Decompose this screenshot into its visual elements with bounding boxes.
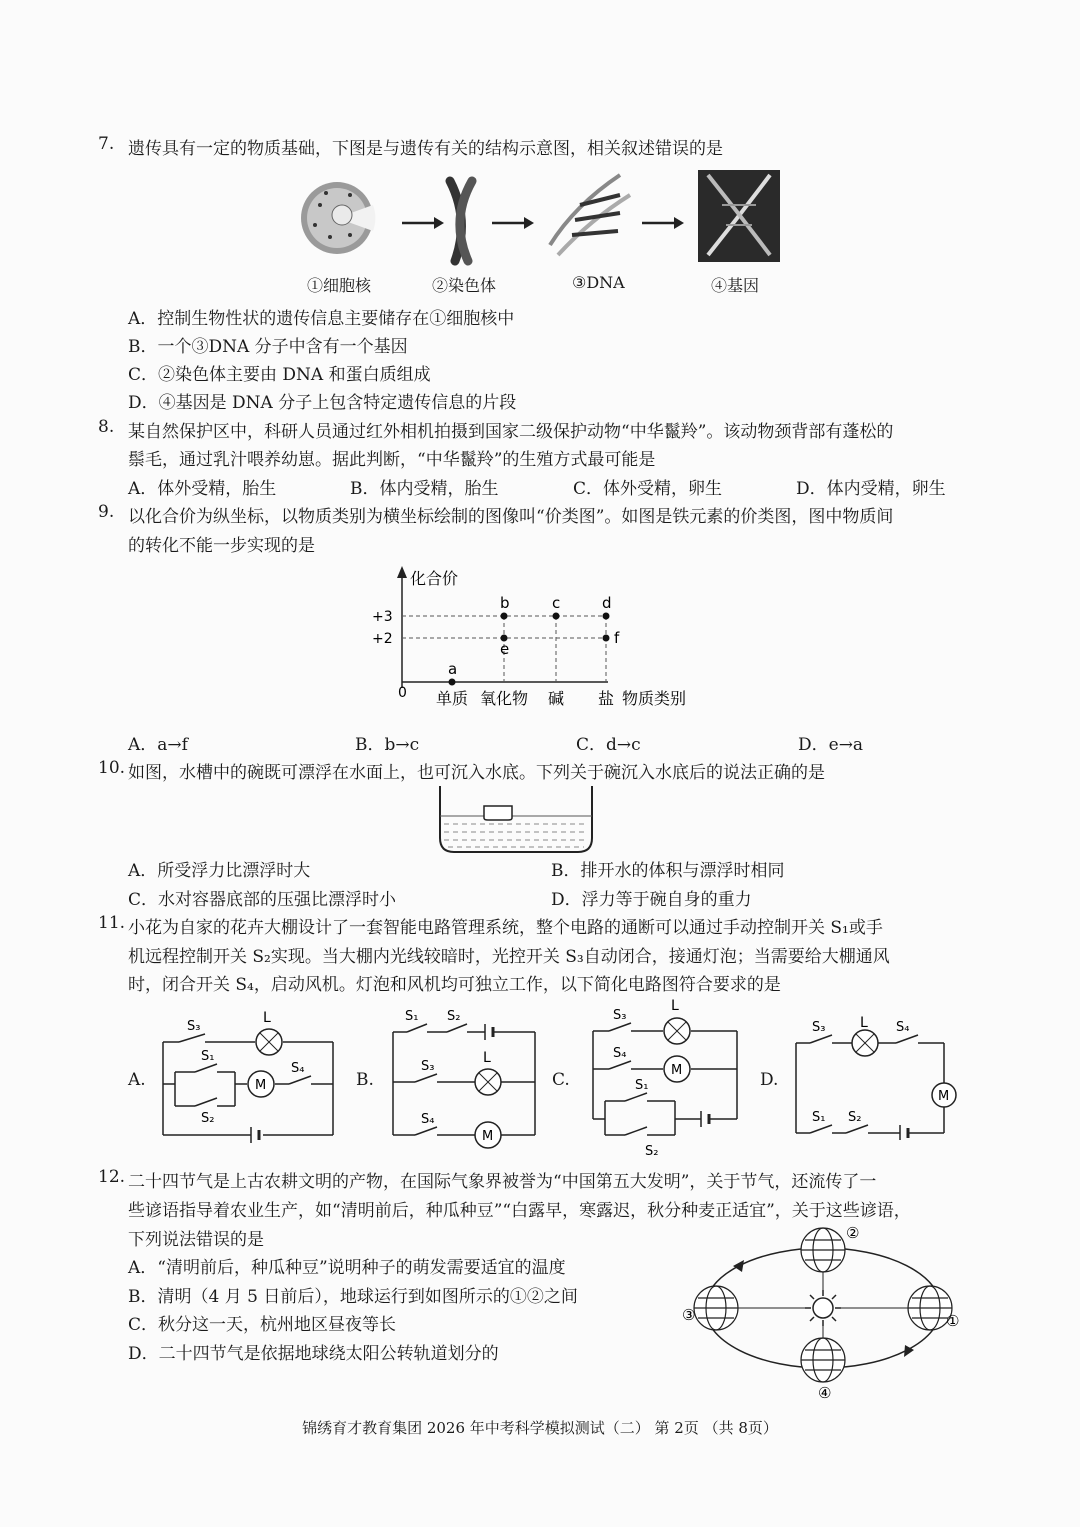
point-f: [603, 635, 610, 642]
q8-option-c: C．体外受精，卵生: [573, 479, 723, 499]
q11-stem-line1: 小花为自家的花卉大棚设计了一套智能电路管理系统，整个电路的通断可以通过手动控制开关 S₁或手: [128, 918, 883, 938]
svg-text:S₃: S₃: [613, 1008, 627, 1023]
q10-option-a: A．所受浮力比漂浮时大: [128, 861, 311, 881]
q9-stem-line2: 的转化不能一步实现的是: [128, 536, 315, 556]
svg-text:M: M: [938, 1089, 950, 1104]
svg-text:S₃: S₃: [812, 1020, 826, 1035]
svg-text:M: M: [671, 1063, 683, 1078]
svg-text:S₄: S₄: [896, 1020, 910, 1035]
svg-text:S₃: S₃: [187, 1019, 201, 1034]
y-tick-1: +2: [372, 631, 393, 647]
q12-stem-line1: 二十四节气是上古农耕文明的产物，在国际气象界被誉为“中国第五大发明”，关于节气，还流传了一: [128, 1172, 877, 1192]
sun-icon: [805, 1290, 841, 1326]
point-label-d: d: [602, 594, 612, 612]
x-tick-3: 盐: [598, 689, 615, 708]
q10-number: 10.: [98, 758, 126, 778]
q9-option-d: D．e→a: [798, 735, 864, 755]
q9-number: 9.: [98, 502, 115, 522]
svg-text:L: L: [671, 998, 679, 1014]
svg-text:S₁: S₁: [201, 1049, 215, 1064]
q11-option-a-label: A.: [128, 1070, 146, 1090]
point-label-f: f: [614, 629, 620, 647]
q7-option-b: B．一个③DNA 分子中含有一个基因: [128, 337, 408, 357]
svg-text:S₁: S₁: [635, 1078, 649, 1093]
water-tank-figure: [436, 782, 596, 858]
q11-option-b-label: B.: [356, 1070, 374, 1090]
q12-option-d: D．二十四节气是依据地球绕太阳公转轨道划分的: [128, 1344, 499, 1364]
q11-stem-line2: 机远程控制开关 S₂实现。当大棚内光线较暗时，光控开关 S₃自动闭合，接通灯泡；当需要给大棚通风: [128, 947, 890, 967]
earth-orbit-figure: [678, 1220, 978, 1400]
svg-text:L: L: [263, 1010, 271, 1026]
chromosome-icon: [450, 181, 472, 261]
svg-text:S₁: S₁: [812, 1110, 826, 1125]
q11-option-c-label: C.: [552, 1070, 570, 1090]
q8-option-a: A．体外受精，胎生: [128, 479, 277, 499]
svg-text:L: L: [860, 1015, 868, 1031]
orbit-label-4: ④: [818, 1384, 832, 1400]
q7-label-chromosome: ②染色体: [432, 276, 497, 295]
q7-stem: 遗传具有一定的物质基础，下图是与遗传有关的结构示意图，相关叙述错误的是: [128, 139, 723, 159]
point-label-b: b: [500, 594, 510, 612]
q9-option-a: A．a→f: [128, 735, 188, 755]
q10-option-d: D．浮力等于碗自身的重力: [551, 890, 752, 910]
chart-origin: 0: [398, 685, 407, 701]
svg-text:S₄: S₄: [291, 1061, 305, 1076]
x-tick-0: 单质: [436, 689, 469, 708]
q9-option-c: C．d→c: [576, 735, 641, 755]
circuit-c: [585, 995, 755, 1160]
q11-stem-line3: 时，闭合开关 S₄，启动风机。灯泡和风机均可独立工作，以下简化电路图符合要求的是: [128, 975, 781, 995]
q7-label-dna: ③DNA: [572, 273, 625, 292]
orbit-label-1: ①: [946, 1312, 960, 1330]
point-label-c: c: [552, 594, 561, 612]
point-c: [553, 613, 560, 620]
point-label-e: e: [500, 640, 510, 658]
svg-text:S₂: S₂: [447, 1009, 461, 1024]
y-tick-0: +3: [372, 609, 393, 625]
cell-nucleus-icon: [301, 182, 375, 254]
dna-helix-icon: [550, 175, 630, 255]
circuit-a: [155, 1000, 345, 1150]
circuit-b: [385, 1000, 545, 1150]
q12-option-a: A．“清明前后，种瓜种豆”说明种子的萌发需要适宜的温度: [128, 1258, 566, 1278]
svg-text:M: M: [255, 1078, 267, 1093]
svg-text:S₄: S₄: [613, 1046, 627, 1061]
q7-option-c: C．②染色体主要由 DNA 和蛋白质组成: [128, 365, 431, 385]
q8-option-b: B．体内受精，胎生: [350, 479, 499, 499]
q11-option-d-label: D.: [760, 1070, 779, 1090]
bowl-icon: [484, 806, 512, 820]
svg-text:S₂: S₂: [848, 1110, 862, 1125]
q12-stem-line2: 些谚语指导着农业生产，如“清明前后，种瓜种豆”“白露早，寒露迟，秋分种麦正适宜”，关于这些谚语，: [128, 1201, 911, 1221]
q8-stem-line2: 鬃毛，通过乳汁喂养幼崽。据此判断，“中华鬣羚”的生殖方式最可能是: [128, 450, 656, 470]
y-axis-arrow: [397, 566, 407, 578]
svg-text:S₄: S₄: [421, 1112, 435, 1127]
q7-label-gene: ④基因: [711, 276, 760, 295]
svg-text:S₁: S₁: [405, 1009, 419, 1024]
q10-option-c: C．水对容器底部的压强比漂浮时小: [128, 890, 397, 910]
q8-number: 8.: [98, 417, 115, 437]
chart-xlabel: 物质类别: [622, 689, 687, 708]
point-a: [449, 679, 456, 686]
point-label-a: a: [448, 660, 458, 678]
svg-text:S₃: S₃: [421, 1059, 435, 1074]
orbit-label-2: ②: [846, 1224, 860, 1242]
q11-number: 11.: [98, 913, 126, 933]
point-b: [501, 613, 508, 620]
svg-text:S₂: S₂: [201, 1111, 215, 1126]
q7-number: 7.: [98, 134, 115, 154]
q9-stem-line1: 以化合价为纵坐标，以物质类别为横坐标绘制的图像叫“价类图”。如图是铁元素的价类图，图中物质间: [128, 507, 894, 527]
circuit-d: [790, 1015, 965, 1140]
x-tick-1: 氧化物: [480, 689, 529, 708]
q7-label-nucleus: ①细胞核: [307, 276, 372, 295]
q12-option-b: B．清明（4 月 5 日前后），地球运行到如图所示的①②之间: [128, 1287, 578, 1307]
chart-ylabel: 化合价: [410, 569, 459, 588]
x-tick-2: 碱: [548, 689, 565, 708]
q9-option-b: B．b→c: [355, 735, 420, 755]
q8-stem-line1: 某自然保护区中，科研人员通过红外相机拍摄到国家二级保护动物“中华鬣羚”。该动物颈背部有蓬松的: [128, 422, 894, 442]
svg-text:L: L: [483, 1050, 491, 1066]
q12-number: 12.: [98, 1167, 126, 1187]
q8-option-d: D．体内受精，卵生: [796, 479, 946, 499]
point-d: [603, 613, 610, 620]
page-footer: 锦绣育才教育集团 2026 年中考科学模拟测试（二） 第 2页 （共 8页）: [302, 1419, 778, 1437]
gene-icon: [698, 170, 780, 262]
valence-category-chart: [370, 560, 710, 720]
orbit-label-3: ③: [682, 1306, 696, 1324]
svg-text:M: M: [482, 1129, 494, 1144]
q12-option-c: C．秋分这一天，杭州地区昼夜等长: [128, 1315, 397, 1335]
q12-stem-line3: 下列说法错误的是: [128, 1230, 264, 1250]
svg-text:S₂: S₂: [645, 1144, 659, 1159]
q7-option-a: A．控制生物性状的遗传信息主要储存在①细胞核中: [128, 309, 515, 329]
q10-stem: 如图，水槽中的碗既可漂浮在水面上，也可沉入水底。下列关于碗沉入水底后的说法正确的是: [128, 763, 825, 783]
q10-option-b: B．排开水的体积与漂浮时相同: [551, 861, 785, 881]
q7-option-d: D．④基因是 DNA 分子上包含特定遗传信息的片段: [128, 393, 517, 413]
